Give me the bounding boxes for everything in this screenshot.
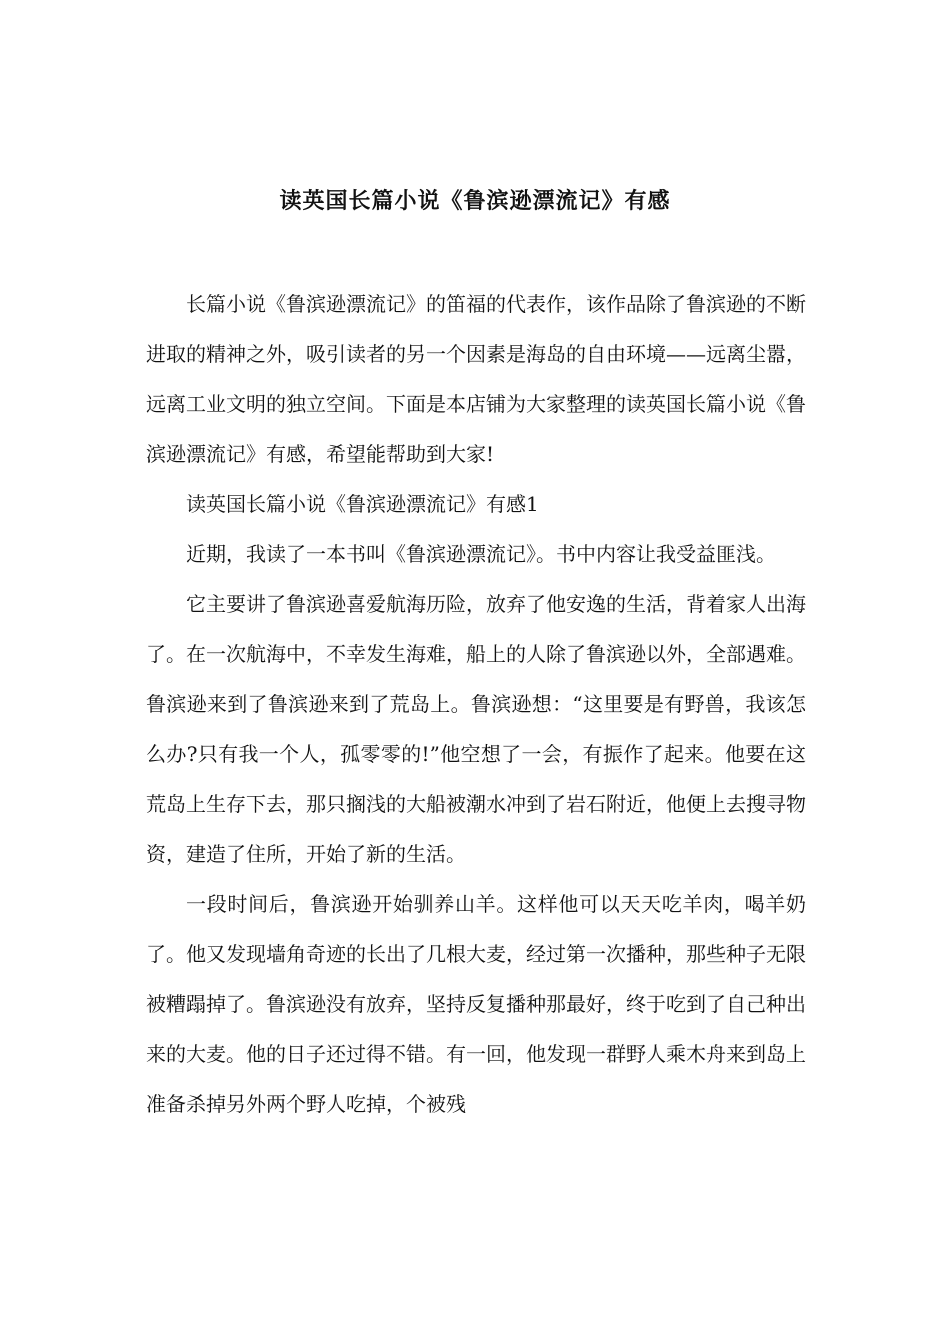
paragraph-intro: 长篇小说《鲁滨逊漂流记》的笛福的代表作，该作品除了鲁滨逊的不断进取的精神之外，吸引读者的另一个因素是海岛的自由环境——远离尘嚣，远离工业文明的独立空间。下面是本店铺为大家整理的读英国长篇小说《鲁滨逊漂流记》有感，希望能帮助到大家! xyxy=(146,292,806,466)
document-body xyxy=(146,279,806,1129)
paragraph: 近期，我读了一本书叫《鲁滨逊漂流记》。书中内容让我受益匪浅。 xyxy=(186,542,776,566)
section-heading: 读英国长篇小说《鲁滨逊漂流记》有感1 xyxy=(186,492,539,516)
paragraph: 一段时间后，鲁滨逊开始驯养山羊。这样他可以天天吃羊肉，喝羊奶了。他又发现墙角奇迹的长出了几根大麦，经过第一次播种，那些种子无限被糟蹋掉了。鲁滨逊没有放弃，坚持反复播种那最好，终于吃到了自己种出来的大麦。他的日子还过得不错。有一回，他发现一群野人乘木舟来到岛上准备杀掉另外两个野人吃掉，个被残 xyxy=(146,892,806,1116)
paragraph: 它主要讲了鲁滨逊喜爱航海历险，放弃了他安逸的生活，背着家人出海了。在一次航海中，不幸发生海难，船上的人除了鲁滨逊以外，全部遇难。鲁滨逊来到了鲁滨逊来到了荒岛上。鲁滨逊想：“这里要是有野兽，我该怎么办?只有我一个人，孤零零的!”他空想了一会，有振作了起来。他要在这荒岛上生存下去，那只搁浅的大船被潮水冲到了岩石附近，他便上去搜寻物资，建造了住所，开始了新的生活。 xyxy=(146,592,806,866)
page-title: 读英国长篇小说《鲁滨逊漂流记》有感 xyxy=(279,189,671,214)
